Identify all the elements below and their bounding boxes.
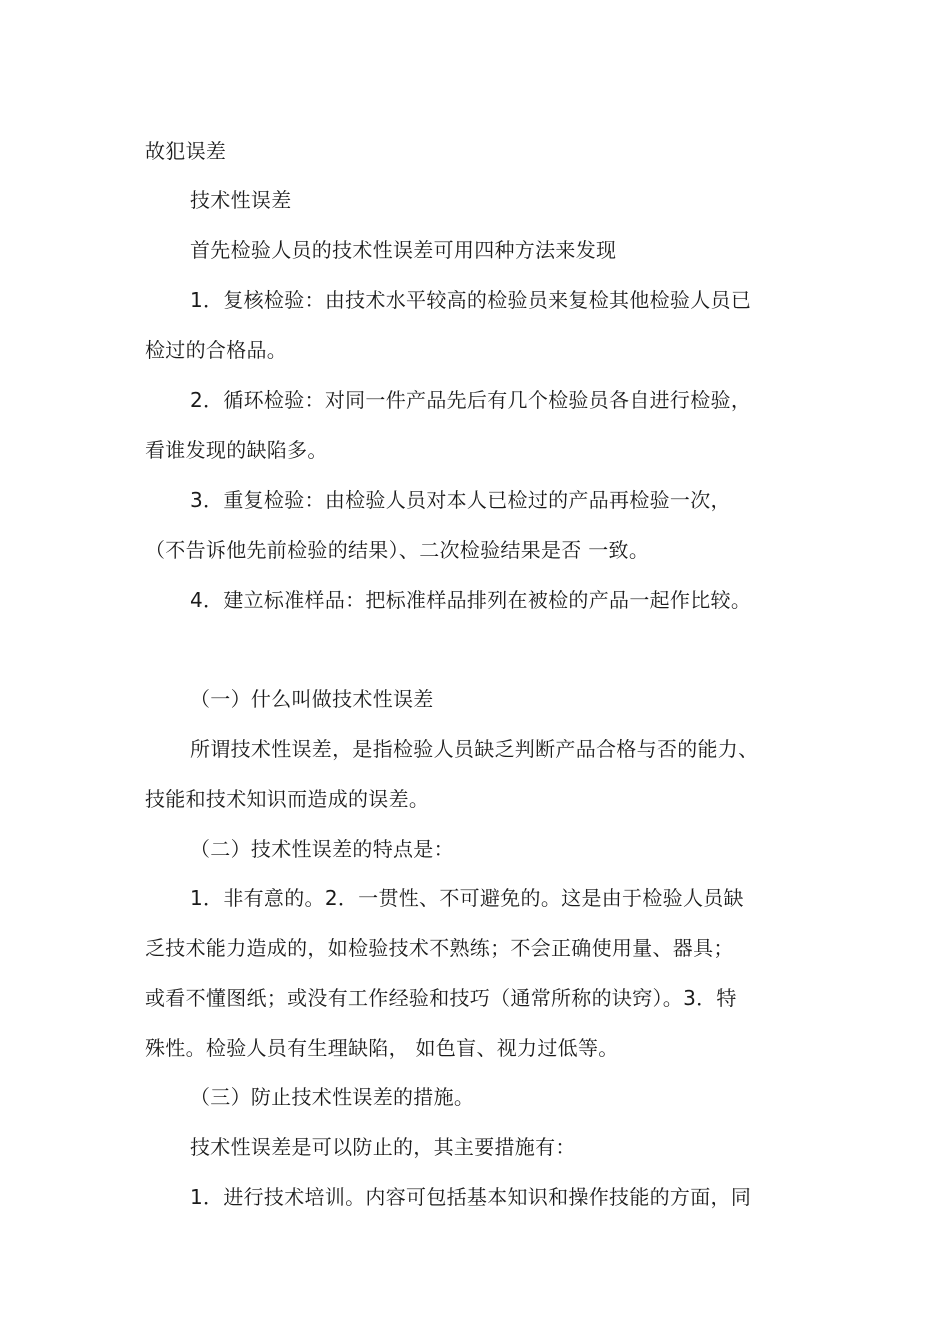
text-line: 技术性误差是可以防止的，其主要措施有： — [190, 1135, 576, 1159]
list-item: 2．循环检验：对同一件产品先后有几个检验员各自进行检验， — [190, 388, 752, 412]
text-line: 乏技术能力造成的，如检验技术不熟练；不会正确使用量、器具； — [145, 936, 734, 960]
text-line: 检过的合格品。 — [145, 338, 288, 362]
section-heading: 技术性误差 — [190, 188, 292, 212]
list-item: 1．复核检验：由技术水平较高的检验员来复检其他检验人员已 — [190, 288, 752, 312]
section-heading: （三）防止技术性误差的措施。 — [190, 1085, 475, 1109]
text-line: 看谁发现的缺陷多。 — [145, 438, 328, 462]
text-line: 所谓技术性误差，是指检验人员缺乏判断产品合格与否的能力、 — [190, 737, 759, 761]
text-line: 或看不懂图纸；或没有工作经验和技巧（通常所称的诀窍）。3．特 — [145, 986, 737, 1010]
text-line: 技能和技术知识而造成的误差。 — [145, 787, 430, 811]
text-line: 首先检验人员的技术性误差可用四种方法来发现 — [190, 238, 617, 262]
list-item: 3．重复检验：由检验人员对本人已检过的产品再检验一次， — [190, 488, 731, 512]
text-line: 殊性。检验人员有生理缺陷， 如色盲、视力过低等。 — [145, 1036, 619, 1060]
text-line: 故犯误差 — [145, 139, 227, 163]
list-item: 1．非有意的。2．一贯性、不可避免的。这是由于检验人员缺 — [190, 886, 744, 910]
list-item: 4．建立标准样品：把标准样品排列在被检的产品一起作比较。 — [190, 588, 752, 612]
section-heading: （二）技术性误差的特点是： — [190, 837, 454, 861]
section-heading: （一）什么叫做技术性误差 — [190, 687, 434, 711]
list-item: 1．进行技术培训。内容可包括基本知识和操作技能的方面，同 — [190, 1185, 752, 1209]
text-line: （不告诉他先前检验的结果）、二次检验结果是否 一致。 — [145, 538, 650, 562]
